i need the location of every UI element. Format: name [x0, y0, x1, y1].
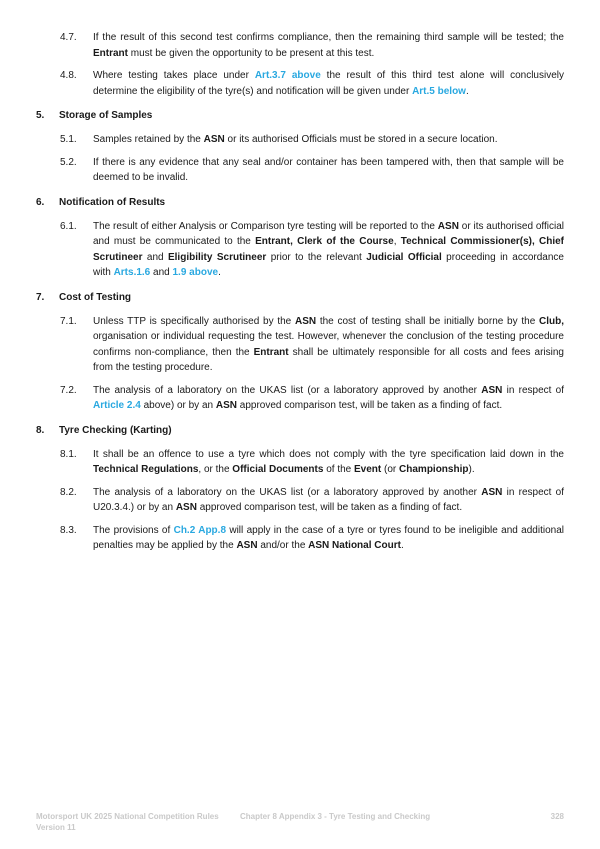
- term-entrant: Entrant: [93, 47, 128, 59]
- term-eligibility-scrutineer: Eligibility Scrutineer: [167, 251, 267, 263]
- text-run: organisation or individual requesting the test. However, whenever the conclusion of the testing procedure confirms non-compliance, then the: [93, 331, 564, 358]
- paragraph-8-1: [36, 447, 564, 478]
- section-title: Tyre Checking (Karting): [59, 424, 172, 436]
- term-judicial-official: Judicial Official: [366, 251, 442, 263]
- footer-page-number: 328: [550, 812, 564, 821]
- section-heading-8: [36, 423, 564, 438]
- paragraph-number: 8.3.: [60, 524, 77, 536]
- text-run: or its authorised Officials must be stored in a secure location.: [224, 134, 498, 145]
- text-run: ).: [468, 464, 475, 475]
- text-run: the cost of testing shall be initially borne by the: [316, 315, 539, 327]
- paragraph-number: 6.1.: [60, 220, 77, 232]
- term-technical-commissioner: Technical Commissioner(s), Chief Scrutineer: [93, 236, 565, 263]
- text-run: ,: [393, 236, 401, 247]
- term-asn: ASN: [175, 502, 197, 513]
- paragraph-text: [93, 314, 564, 376]
- paragraph-text: [93, 30, 564, 61]
- link-article-2-4[interactable]: Article 2.4: [93, 400, 141, 411]
- text-run: It shall be an offence to use a tyre which does not comply with the tyre specification laid down in the: [93, 448, 564, 460]
- paragraph-number: 7.2.: [60, 384, 77, 396]
- term-championship: Championship: [399, 464, 469, 475]
- section-title: Cost of Testing: [59, 291, 132, 303]
- paragraph-5-2: [36, 155, 564, 186]
- link-ch-2-app-8[interactable]: Ch.2 App.8: [173, 524, 227, 536]
- paragraph-number: 4.8.: [60, 70, 77, 81]
- link-art-1-9[interactable]: 1.9 above: [172, 267, 219, 278]
- term-official-documents: Official Documents: [232, 464, 324, 475]
- text-run: approved comparison test, will be taken as a finding of fact.: [196, 502, 463, 513]
- term-asn: ASN: [481, 384, 503, 396]
- text-run: , or the: [198, 464, 233, 475]
- text-run: If the result of this second test confirms compliance, then the remaining third sample will be tested; the: [93, 32, 564, 43]
- link-art-5[interactable]: Art.5 below: [412, 85, 466, 97]
- paragraph-number: 5.2.: [60, 156, 77, 168]
- text-run: the result of this third test alone will conclusively determine the eligibility of the tyre(s) and notification will be given under: [93, 70, 564, 97]
- text-run: .: [218, 267, 221, 278]
- paragraph-8-2: [36, 485, 564, 516]
- text-run: and: [150, 267, 173, 278]
- term-event: Event: [354, 464, 382, 475]
- paragraph-text: If there is any evidence that any seal and/or container has been tampered with, then that sample will be deemed to be invalid.: [93, 156, 564, 183]
- term-club: Club,: [539, 315, 564, 327]
- section-number: 8.: [36, 424, 45, 436]
- term-asn: ASN: [236, 540, 258, 551]
- text-run: must be given the opportunity to be present at this test.: [128, 47, 375, 59]
- paragraph-text: [93, 523, 564, 554]
- paragraph-text: [93, 219, 564, 281]
- text-run: in respect of U20.3.4.) or by an: [93, 486, 564, 513]
- term-asn: ASN: [203, 134, 225, 145]
- paragraph-number: 5.1.: [60, 134, 77, 145]
- text-run: prior to the relevant: [266, 251, 367, 263]
- text-run: proceeding in accordance with: [93, 251, 564, 278]
- paragraph-4-8: [36, 68, 564, 99]
- section-number: 6.: [36, 196, 45, 208]
- text-run: of the: [323, 464, 355, 475]
- link-arts-1-6[interactable]: Arts.1.6: [113, 267, 151, 278]
- term-asn-national-court: ASN National Court: [308, 540, 401, 551]
- text-run: The analysis of a laboratory on the UKAS list (or a laboratory approved by another: [93, 384, 482, 396]
- term-entrant: Entrant: [253, 346, 289, 358]
- term-asn: ASN: [294, 315, 317, 327]
- paragraph-number: 8.2.: [60, 486, 77, 498]
- paragraph-text: [93, 447, 564, 478]
- section-title: Storage of Samples: [59, 110, 153, 121]
- text-run: will apply in the case of a tyre or tyres found to be ineligible and additional penalties may be applied by the: [93, 524, 564, 551]
- section-number: 5.: [36, 110, 45, 121]
- paragraph-5-1: [36, 132, 564, 148]
- paragraph-4-7: [36, 30, 564, 61]
- page-footer: [36, 811, 564, 837]
- text-run: The analysis of a laboratory on the UKAS list (or a laboratory approved by another: [93, 486, 482, 498]
- text-run: The result of either Analysis or Comparison tyre testing will be reported to the: [93, 220, 438, 232]
- paragraph-number: 8.1.: [60, 448, 77, 460]
- term-entrant-clerk: Entrant, Clerk of the Course: [255, 236, 394, 247]
- section-heading-7: [36, 290, 564, 305]
- paragraph-text: [93, 68, 564, 99]
- paragraph-text: [93, 132, 564, 148]
- term-asn: ASN: [481, 486, 503, 498]
- section-heading-5: [36, 108, 564, 123]
- text-run: Unless TTP is specifically authorised by the: [93, 315, 295, 327]
- paragraph-7-1: [36, 314, 564, 376]
- text-run: .: [465, 85, 469, 97]
- paragraph-text: [93, 485, 564, 516]
- text-run: The provisions of: [93, 524, 174, 536]
- footer-version: Version 11: [36, 823, 76, 832]
- text-run: or its authorised official and must be communicated to the: [93, 220, 564, 247]
- footer-chapter: Chapter 8 Appendix 3 - Tyre Testing and Checking: [240, 812, 431, 821]
- paragraph-8-3: [36, 523, 564, 554]
- section-number: 7.: [36, 291, 45, 303]
- term-asn: ASN: [437, 220, 459, 232]
- paragraph-6-1: [36, 219, 564, 281]
- text-run: (or: [381, 464, 400, 475]
- text-run: and/or the: [257, 540, 309, 551]
- text-run: and: [142, 251, 168, 263]
- paragraph-number: 4.7.: [60, 32, 77, 43]
- text-run: Where testing takes place under: [93, 70, 255, 81]
- page-body: [36, 30, 564, 561]
- text-run: shall be ultimately responsible for all costs and fees arising from the testing procedure.: [93, 346, 564, 373]
- section-title: Notification of Results: [59, 196, 166, 208]
- paragraph-number: 7.1.: [60, 315, 77, 327]
- paragraph-7-2: [36, 383, 564, 414]
- text-run: approved comparison test, will be taken as a finding of fact.: [236, 400, 503, 411]
- footer-title: Motorsport UK 2025 National Competition Rules: [36, 812, 219, 821]
- term-asn: ASN: [215, 400, 237, 411]
- text-run: .: [400, 540, 404, 551]
- term-technical-regulations: Technical Regulations: [93, 464, 199, 475]
- text-run: in respect of: [502, 384, 564, 396]
- text-run: Samples retained by the: [93, 134, 204, 145]
- footer-publication: [36, 811, 219, 833]
- paragraph-text: [93, 383, 564, 414]
- text-run: above) or by an: [140, 400, 216, 411]
- section-heading-6: [36, 195, 564, 210]
- link-art-3-7[interactable]: Art.3.7 above: [254, 70, 321, 81]
